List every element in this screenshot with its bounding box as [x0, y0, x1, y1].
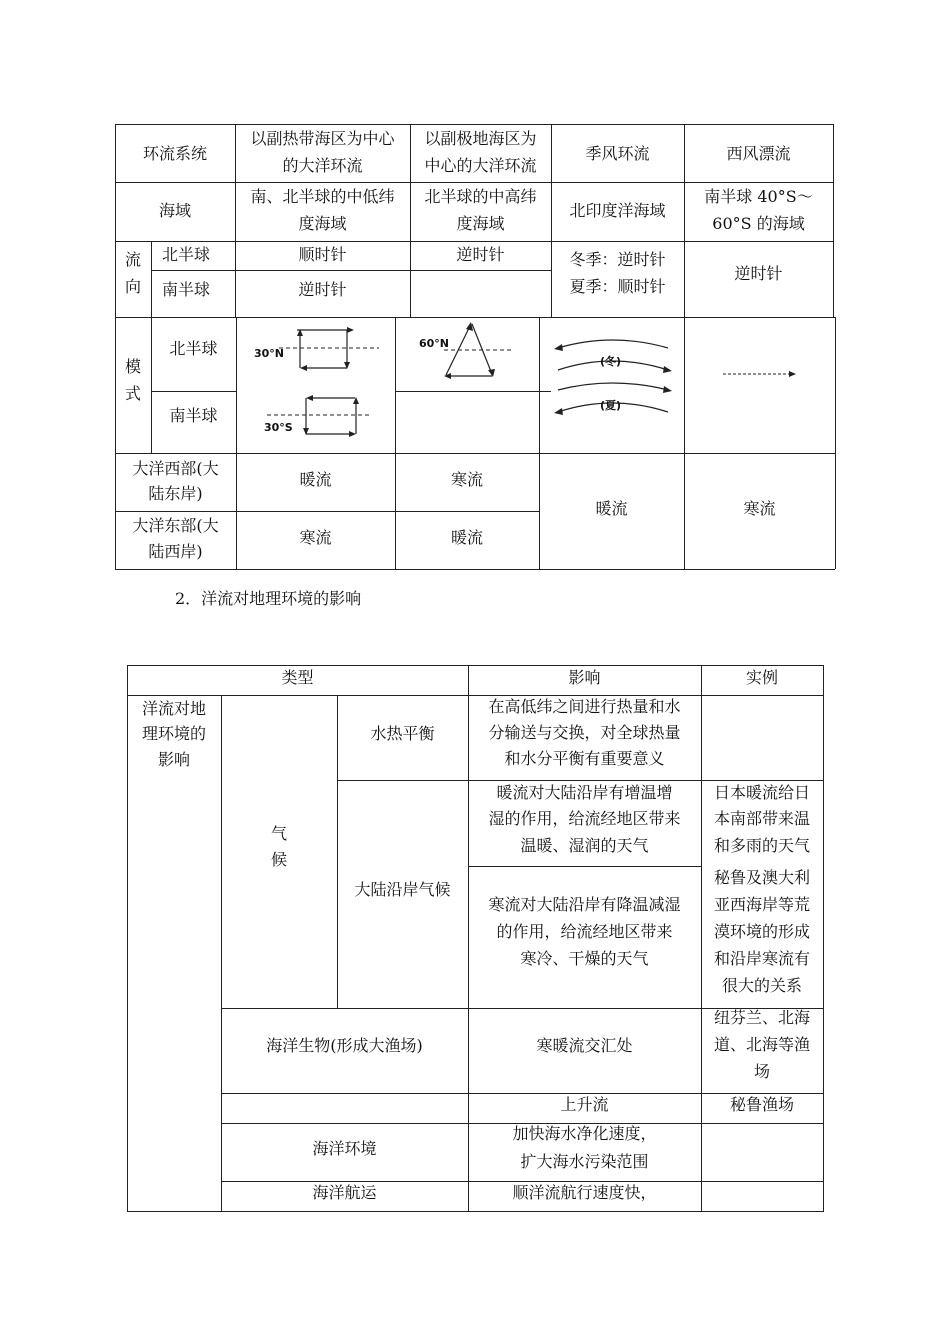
flow-north-c1: 顺时针 [298, 245, 347, 264]
marine-env-effect-line2: 扩大海水污染范围 [520, 1152, 649, 1171]
cold-effect-line2: 的作用，给流经地区带来 [496, 922, 673, 941]
cold-example-line5: 很大的关系 [721, 976, 802, 995]
east-c1: 寒流 [299, 528, 332, 547]
header-subtropical-gyre-line1: 以副热带海区为中心 [250, 129, 395, 148]
header-example: 实例 [745, 668, 778, 687]
west-c2: 寒流 [450, 470, 483, 489]
marine-bio-label: 海洋生物(形成大渔场) [266, 1036, 423, 1055]
pattern-south-label: 南半球 [169, 406, 218, 425]
sea-area-c2-line2: 度海域 [456, 214, 505, 233]
cold-example-line2: 亚西海岸等荒 [713, 895, 810, 914]
sea-area-c2-line1: 北半球的中高纬 [424, 187, 537, 206]
subtropical-gyre-south-diagram [237, 392, 395, 452]
row-label-pattern-line2: 式 [124, 384, 141, 403]
latitude-30s-label: 30°S [264, 421, 293, 434]
marine-bio-example-line2: 道、北海等渔 [713, 1035, 810, 1054]
header-subpolar-gyre-line1: 以副极地海区为 [424, 129, 537, 148]
header-monsoon: 季风环流 [585, 144, 650, 163]
flow-north-c2: 逆时针 [456, 245, 505, 264]
cold-effect-line3: 寒冷、干燥的天气 [520, 949, 649, 968]
cold-effect-line1: 寒流对大陆沿岸有降温减湿 [488, 895, 681, 914]
row-label-east-line1: 大洋东部(大 [132, 516, 219, 535]
flow-north-label: 北半球 [161, 245, 210, 264]
east-c2: 暖流 [450, 528, 483, 547]
climate-label-line2: 候 [270, 850, 287, 869]
row-label-flow-line1: 流 [124, 250, 141, 269]
marine-bio-effect: 寒暖流交汇处 [536, 1036, 633, 1055]
monsoon-winter-label: (冬) [600, 355, 622, 368]
heat-balance-effect-line3: 和水分平衡有重要意义 [504, 749, 665, 768]
climate-label-line1: 气 [270, 824, 287, 843]
west-c1: 暖流 [299, 470, 332, 489]
flow-monsoon-summer: 夏季：顺时针 [569, 277, 666, 296]
cold-example-line4: 和沿岸寒流有 [713, 949, 810, 968]
row-label-pattern-line1: 模 [124, 357, 141, 376]
category-line3: 影响 [157, 750, 190, 769]
flow-south-c1: 逆时针 [298, 280, 347, 299]
monsoon-current-type: 暖流 [595, 499, 628, 518]
category-line1: 洋流对地 [141, 699, 206, 718]
monsoon-summer-label: (夏) [600, 399, 622, 412]
marine-env-effect-line1: 加快海水净化速度， [512, 1124, 657, 1143]
row-label-east-line2: 陆西岸) [148, 542, 203, 561]
warm-effect-line3: 温暖、湿润的天气 [520, 836, 649, 855]
warm-example-line3: 和多雨的天气 [713, 836, 810, 855]
warm-effect-line1: 暖流对大陆沿岸有增温增 [496, 783, 673, 802]
marine-bio-example-line3: 场 [753, 1062, 770, 1081]
flow-south-label: 南半球 [161, 280, 210, 299]
warm-effect-line2: 湿的作用，给流经地区带来 [488, 809, 681, 828]
header-westerly-drift: 西风漂流 [726, 144, 791, 163]
heat-balance-effect-line1: 在高低纬之间进行热量和水 [488, 697, 681, 716]
heat-balance-effect-line2: 分输送与交换，对全球热量 [488, 723, 681, 742]
header-subpolar-gyre-line2: 中心的大洋环流 [424, 156, 537, 175]
upwelling-example: 秘鲁渔场 [729, 1095, 794, 1114]
category-line2: 理环境的 [141, 724, 206, 743]
heat-balance-label: 水热平衡 [370, 724, 435, 743]
warm-example-line2: 本南部带来温 [713, 809, 810, 828]
header-type: 类型 [281, 668, 314, 687]
shipping-label: 海洋航运 [312, 1183, 377, 1202]
shipping-effect: 顺洋流航行速度快， [512, 1183, 657, 1202]
header-effect: 影响 [568, 668, 601, 687]
row-label-flow-line2: 向 [124, 277, 141, 296]
latitude-60n-label: 60°N [419, 337, 450, 350]
cold-example-line1: 秘鲁及澳大利 [713, 868, 810, 887]
flow-monsoon-winter: 冬季：逆时针 [569, 250, 666, 269]
westerly-drift-diagram [685, 318, 834, 452]
header-ocean-circulation: 环流系统 [142, 144, 207, 163]
header-subtropical-gyre-line2: 的大洋环流 [282, 156, 363, 175]
monsoon-circulation-diagram [540, 318, 684, 452]
sea-area-c4-line2: 60°S 的海域 [712, 214, 805, 233]
row-label-sea-area: 海域 [158, 201, 191, 220]
pattern-north-label: 北半球 [169, 339, 218, 358]
westerly-current-type: 寒流 [743, 499, 776, 518]
sea-area-c1-line2: 度海域 [298, 214, 347, 233]
sea-area-c4-line1: 南半球 40°S～ [704, 187, 813, 206]
row-label-west-line1: 大洋西部(大 [132, 459, 219, 478]
flow-westerly: 逆时针 [734, 264, 783, 283]
sea-area-c1-line1: 南、北半球的中低纬 [250, 187, 395, 206]
marine-env-label: 海洋环境 [312, 1139, 377, 1158]
latitude-30n-label: 30°N [254, 347, 285, 360]
cold-example-line3: 漠环境的形成 [713, 922, 810, 941]
row-label-west-line2: 陆东岸) [148, 484, 203, 503]
section-title: 2．洋流对地理环境的影响 [175, 589, 362, 608]
subpolar-gyre-diagram [396, 318, 538, 390]
upwelling-effect: 上升流 [560, 1095, 609, 1114]
marine-bio-example-line1: 纽芬兰、北海 [713, 1008, 810, 1027]
sea-area-c3: 北印度洋海域 [569, 201, 666, 220]
coastal-climate-label: 大陆沿岸气候 [354, 880, 451, 899]
warm-example-line1: 日本暖流给日 [713, 783, 810, 802]
